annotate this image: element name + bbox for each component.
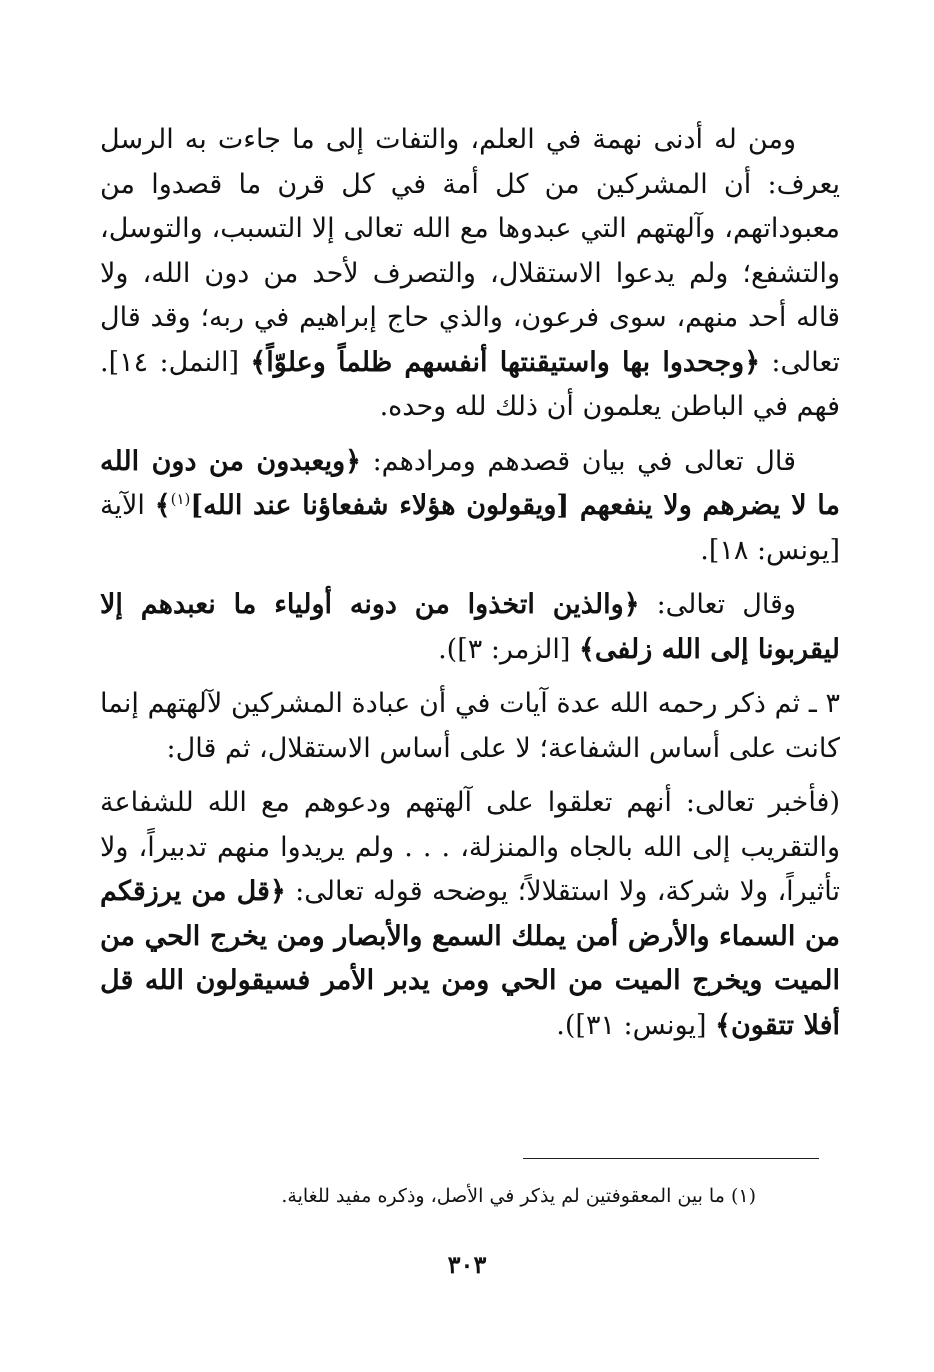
footnote-marker: (١) [170, 490, 191, 508]
quran-verse: ﴿والذين اتخذوا من دونه أولياء ما نعبدهم إلا ليقربونا إلى الله زلفى﴾ [100, 589, 840, 665]
quran-verse: ﴿ويعبدون من دون الله ما لا يضرهم ولا ينفعهم [ويقولون هؤلاء شفعاؤنا عند الله] [100, 445, 841, 521]
text-run: [الزمر: ٣]). [438, 633, 580, 665]
footnote: (١) ما بين المعقوفتين لم يذكر في الأصل، وذكره مفيد للغاية. [281, 1185, 756, 1207]
page-number: ٣٠٣ [447, 1250, 487, 1279]
paragraph-4 [100, 682, 840, 771]
paragraph-5 [100, 781, 840, 1048]
text-run: [النمل: ١٤]. فهم في الباطن يعلمون أن ذلك لله وحده. [100, 346, 840, 422]
text-run: (فأخبر تعالى: أنهم تعلقوا على آلهتهم ودعوهم مع الله للشفاعة والتقريب إلى الله بالجاه والمنزلة، . . . ولم يريدوا منهم تدبيراً، ولا تأثيراً، ولا شركة، ولا استقلالاً؛ يوضحه قوله تعالى: [100, 787, 840, 907]
text-run: قال تعالى في بيان قصدهم ومرادهم: [360, 445, 796, 477]
quran-verse: ﴿قل من يرزقكم من السماء والأرض أمن يملك السمع والأبصار ومن يخرج الحي من الميت ويخرج الميت من الحي ومن يدبر الأمر فسيقولون الله قل أفلا تتقون﴾ [100, 876, 840, 1041]
quran-bracket: ﴾ [154, 490, 171, 521]
main-text [100, 118, 840, 1058]
text-run: وقال تعالى: [639, 589, 796, 620]
quran-verse: ﴿وجحدوا بها واستيقنتها أنفسهم ظلماً وعلوّاً﴾ [250, 346, 761, 378]
text-run: الآية [يونس: ١٨]. [100, 490, 840, 566]
text-run: ٣ ـ ثم ذكر رحمه الله عدة آيات في أن عبادة المشركين لآلهتهم إنما كانت على أساس الشفاعة؛ لا على أساس الاستقلال، ثم قال: [100, 688, 840, 764]
paragraph-3 [100, 583, 840, 672]
text-run: ومن له أدنى نهمة في العلم، والتفات إلى ما جاءت به الرسل يعرف: أن المشركين من كل أمة في كل قرن ما قصدوا من معبوداتهم، وآلهتهم التي عبدوها مع الله تعالى إلا التسبب، والتوسل، والتشفع؛ ولم يدعوا الاستقلال، والتصرف لأحد من دون الله، ولا قاله أحد منهم، سوى فرعون، والذي حاج إبراهيم في ربه؛ وقد قال تعالى: [100, 124, 841, 378]
paragraph-1 [100, 118, 840, 430]
footnote-divider [523, 1158, 819, 1159]
text-run: [يونس: ٣١]). [556, 1009, 716, 1041]
paragraph-2 [100, 440, 840, 574]
